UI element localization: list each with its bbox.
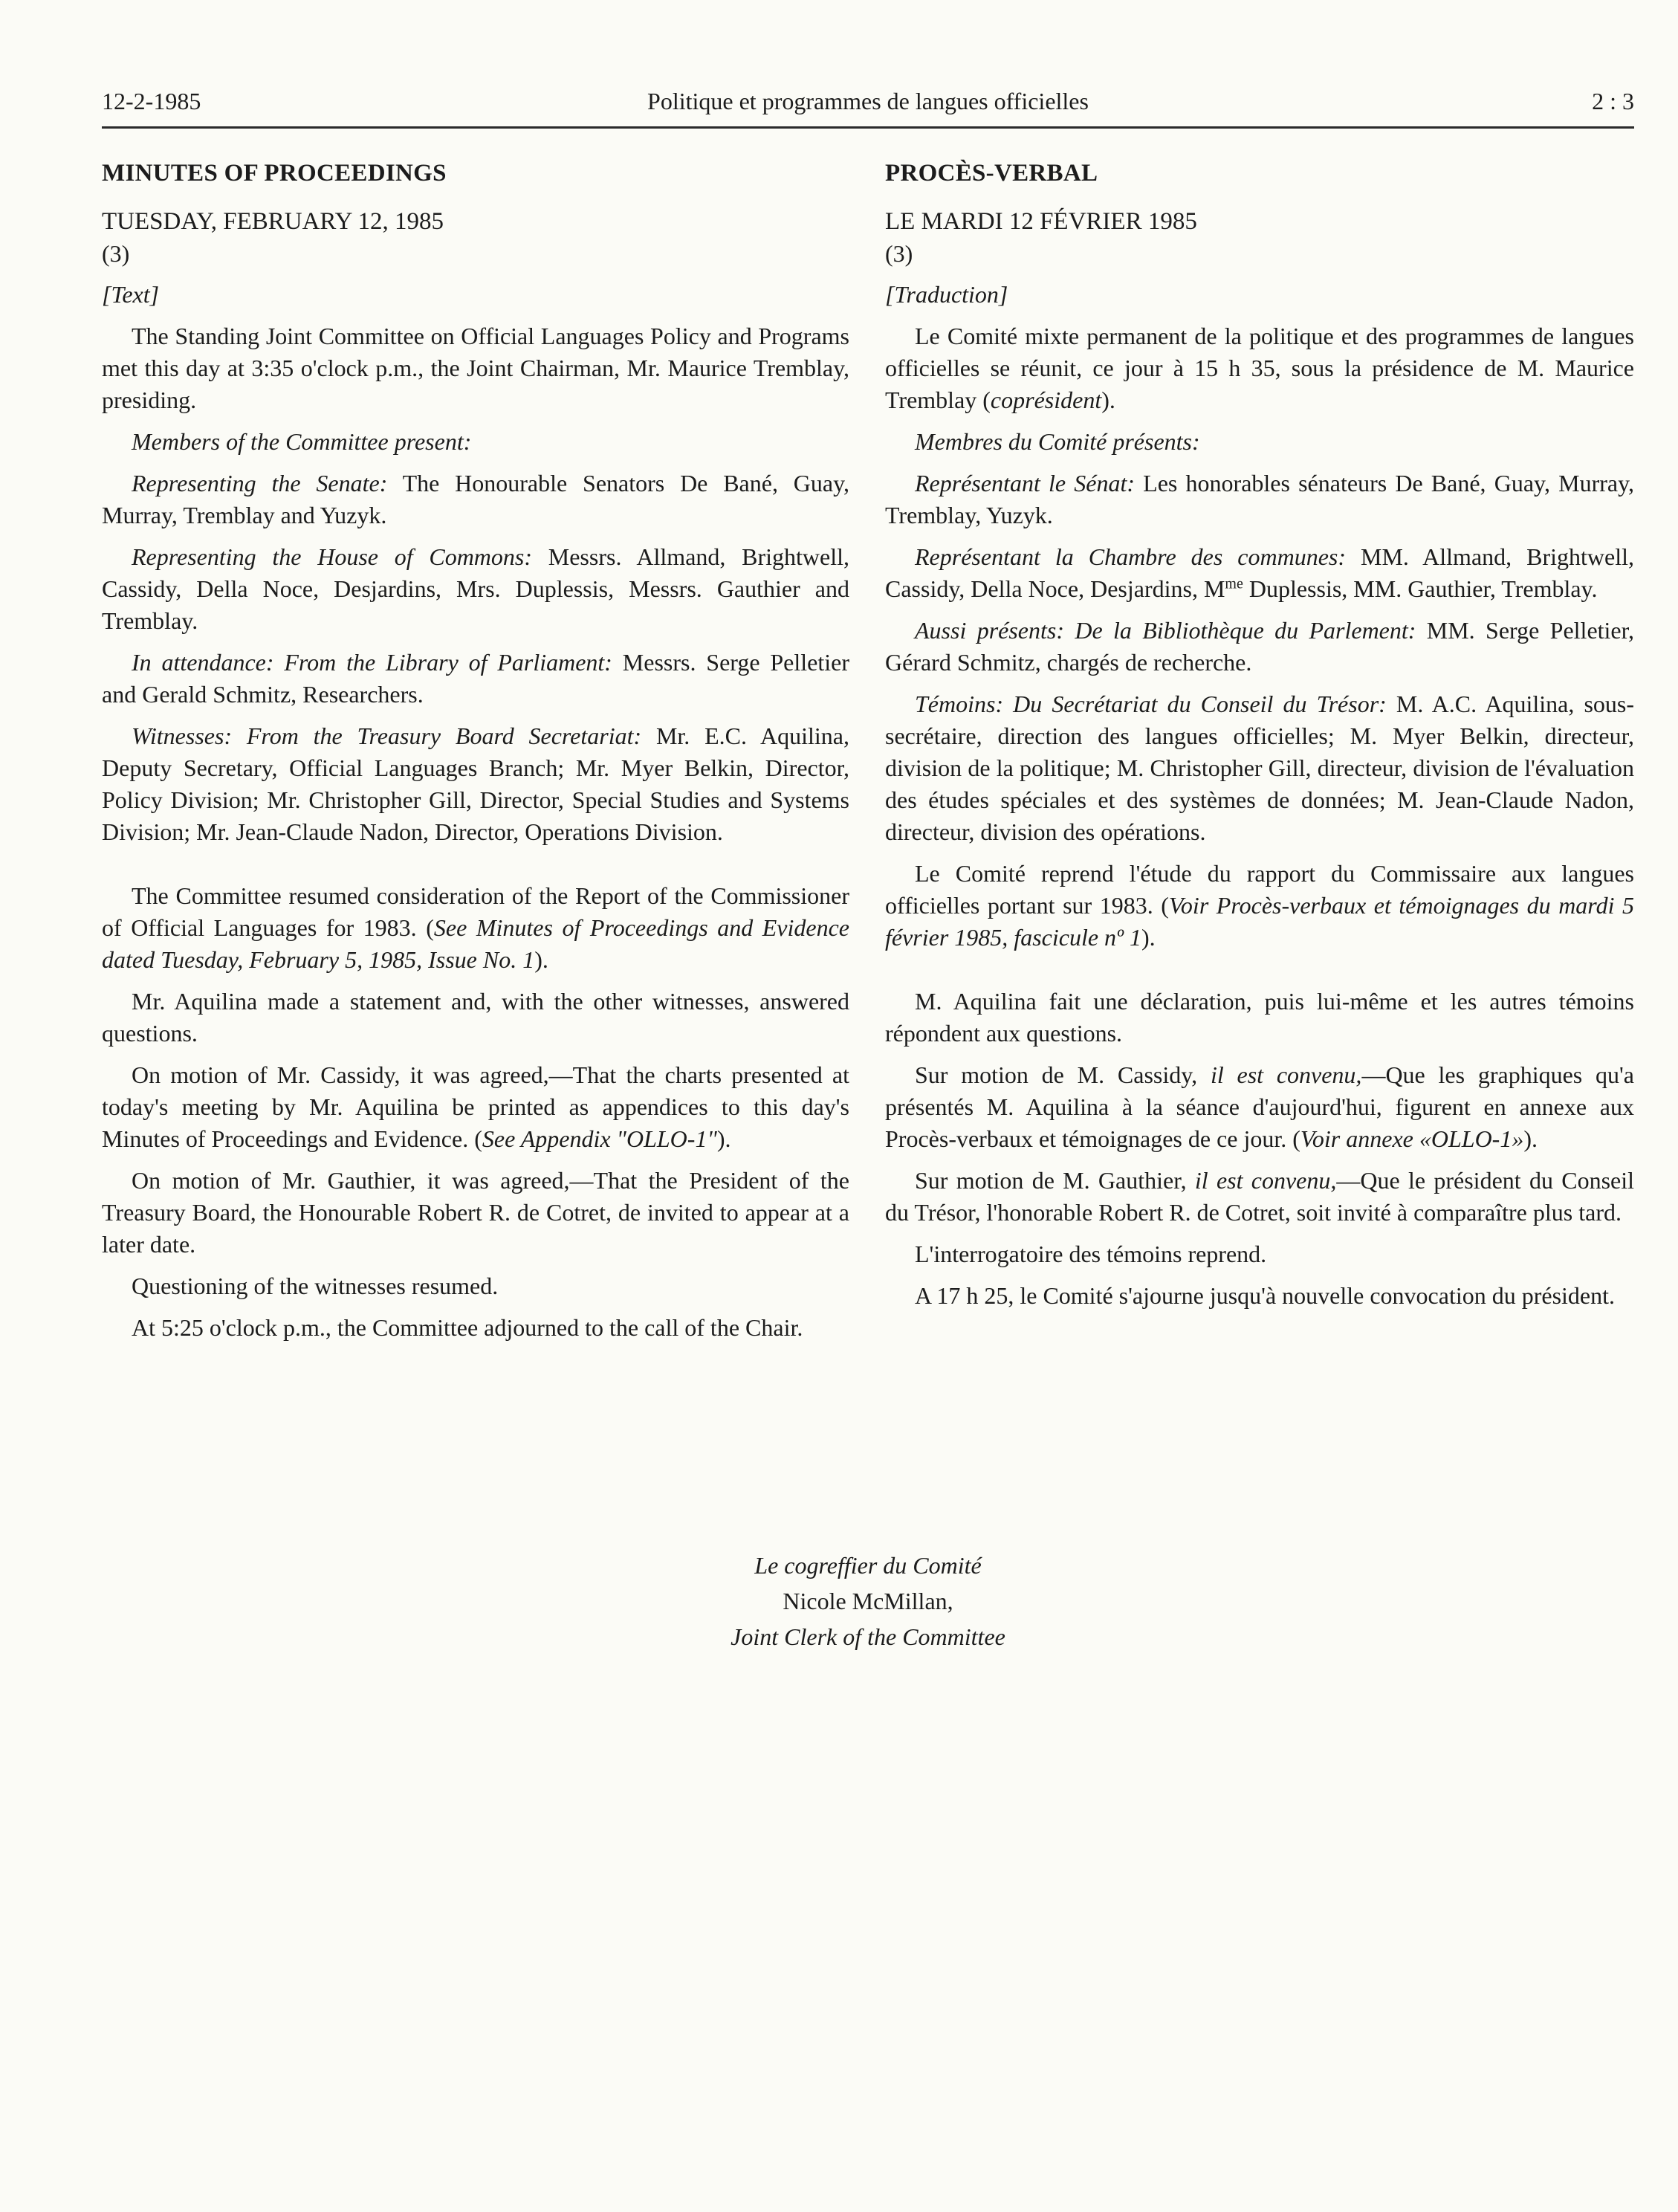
resumed-paragraph-fr: Le Comité reprend l'étude du rapport du Commissaire aux langues officielles portant sur 1983. (Voir Procès-verbaux et témoignages du mardi 5 février 1985, fascicule nº 1). — [885, 860, 1634, 951]
statement-paragraph: Mr. Aquilina made a statement and, with the other witnesses, answered questions. — [102, 988, 849, 1047]
clerk-name: Nicole McMillan, — [783, 1588, 953, 1614]
questioning-paragraph: Questioning of the witnesses resumed. — [132, 1272, 499, 1299]
witnesses-label: Witnesses: From the Treasury Board Secretariat: — [132, 722, 642, 749]
attendance-label: In attendance: From the Library of Parliament: — [132, 649, 612, 676]
minutes-heading: MINUTES OF PROCEEDINGS — [102, 160, 447, 187]
in-attendance — [102, 647, 849, 711]
senate-label-fr: Représentant le Sénat: — [915, 470, 1136, 497]
senate-members-fr — [885, 468, 1634, 531]
issue-number-fr: (3) — [885, 240, 913, 267]
witnesses — [102, 720, 849, 848]
motion-cassidy: On motion of Mr. Cassidy, it was agreed,—That the charts presented at today's meeting by Mr. Aquilina be printed as appendices to this day's Minutes of Proceedings and Evidence. (See Appendix "OLLO-1"). — [102, 1061, 849, 1152]
header-page-number: 2 : 3 — [1592, 88, 1634, 114]
resumed-reference-fr: Voir Procès-verbaux et témoignages du mardi 5 février 1985, fascicule nº 1 — [885, 892, 1634, 951]
witnesses-text: Mr. E.C. Aquilina, Deputy Secretary, Official Languages Branch; Mr. Myer Belkin, Director, Policy Division; Mr. Christopher Gill, Director, Special Studies and Systems Division; Mr. Jean-Claude Nadon, Director, Operations Division. — [102, 722, 850, 845]
motion-gauthier: On motion of Mr. Gauthier, it was agreed,—That the President of the Treasury Board, the Honourable Robert R. de Cotret, de invited to appear at a later date. — [102, 1167, 849, 1258]
senate-members — [102, 468, 849, 531]
proces-verbal-heading: PROCÈS-VERBAL — [885, 160, 1098, 187]
senate-label: Representing the Senate: — [132, 470, 388, 497]
appendix-reference: See Appendix "OLLO-1" — [482, 1125, 717, 1152]
senate-text-fr: Les honorables sénateurs De Bané, Guay, Murray, Tremblay, Yuzyk. — [885, 470, 1635, 528]
commons-members-fr: Représentant la Chambre des communes: MM. Allmand, Brightwell, Cassidy, Della Noce, Desjardins, $M^{me}$ Duplessis, MM. Gauthier, Tremblay. — [885, 543, 1635, 602]
members-label: Members of the Committee present: — [132, 428, 472, 455]
statement-paragraph-fr: M. Aquilina fait une déclaration, puis lui-même et les autres témoins répondent aux questions. — [885, 988, 1634, 1047]
french-column — [885, 158, 1634, 1322]
resumed-paragraph: The Committee resumed consideration of the Report of the Commissioner of Official Languages for 1983. (See Minutes of Proceedings and Evidence dated Tuesday, February 5, 1985, Issue No. 1). — [102, 882, 849, 973]
joint-clerk-title: Joint Clerk of the Committee — [731, 1623, 1005, 1650]
motion-cassidy-fr: Sur motion de M. Cassidy, il est convenu,—Que les graphiques qu'a présentés M. Aquilina à la séance d'aujourd'hui, figurent en annexe aux Procès-verbaux et témoignages de ce jour. (Voir annexe «OLLO-1»). — [885, 1061, 1635, 1152]
appendix-reference-fr: Voir annexe «OLLO-1» — [1300, 1125, 1524, 1152]
meeting-date-fr: LE MARDI 12 FÉVRIER 1985 — [885, 208, 1197, 235]
members-label-fr: Membres du Comité présents: — [915, 428, 1200, 455]
commons-text: Messrs. Allmand, Brightwell, Cassidy, Della Noce, Desjardins, Mrs. Duplessis, Messrs. Gauthier and Tremblay. — [102, 543, 850, 634]
english-column — [102, 158, 849, 1354]
header-title: Politique et programmes de langues officielles — [647, 88, 1089, 114]
commons-label: Representing the House of Commons: — [132, 543, 533, 570]
cogreffier-title: Le cogreffier du Comité — [754, 1552, 982, 1579]
issue-number: (3) — [102, 240, 130, 267]
questioning-paragraph-fr: L'interrogatoire des témoins reprend. — [915, 1241, 1267, 1267]
opening-paragraph: The Standing Joint Committee on Official Languages Policy and Programs met this day at 3:35 o'clock p.m., the Joint Chairman, Mr. Maurice Tremblay, presiding. — [102, 323, 849, 413]
adjournment-paragraph-fr: A 17 h 25, le Comité s'ajourne jusqu'à nouvelle convocation du président. — [915, 1282, 1616, 1309]
text-label: [Text] — [102, 281, 160, 308]
meeting-date: TUESDAY, FEBRUARY 12, 1985 — [102, 208, 444, 235]
resumed-reference: See Minutes of Proceedings and Evidence dated Tuesday, February 5, 1985, Issue No. 1 — [102, 914, 849, 973]
opening-paragraph-fr: Le Comité mixte permanent de la politique et des programmes de langues officielles se réunit, ce jour à 15 h 35, sous la présidence de M. Maurice Tremblay (coprésident). — [885, 323, 1634, 413]
attendance-label-fr: Aussi présents: De la Bibliothèque du Parlement: — [915, 617, 1416, 644]
attendance-text: Messrs. Serge Pelletier and Gerald Schmitz, Researchers. — [102, 649, 850, 708]
signature-block — [102, 1552, 1634, 1659]
witnesses-fr: Témoins: Du Secrétariat du Conseil du Trésor: M. A.C. Aquilina, sous-secrétaire, direction des langues officielles; M. Myer Belkin, directeur, division de la politique; M. Christopher Gill, directeur, division de l'évaluation des études spéciales et des systèmes de données; M. Jean-Claude Nadon, directeur, division des opérations. — [885, 691, 1635, 845]
page-header — [102, 83, 1634, 129]
motion-gauthier-fr: Sur motion de M. Gauthier, il est convenu,—Que le président du Conseil du Trésor, l'honorable Robert R. de Cotret, soit invité à comparaître plus tard. — [885, 1167, 1635, 1226]
translation-label: [Traduction] — [885, 281, 1008, 308]
senate-text: The Honourable Senators De Bané, Guay, Murray, Tremblay and Yuzyk. — [102, 470, 849, 528]
in-attendance-fr: Aussi présents: De la Bibliothèque du Parlement: MM. Serge Pelletier, Gérard Schmitz, chargés de recherche. — [885, 617, 1635, 676]
witnesses-label-fr: Témoins: Du Secrétariat du Conseil du Trésor: — [915, 691, 1387, 717]
header-date: 12-2-1985 — [102, 88, 201, 114]
commons-members — [102, 541, 849, 637]
commons-label-fr: Représentant la Chambre des communes: — [915, 543, 1347, 570]
adjournment-paragraph: At 5:25 o'clock p.m., the Committee adjourned to the call of the Chair. — [132, 1314, 803, 1341]
